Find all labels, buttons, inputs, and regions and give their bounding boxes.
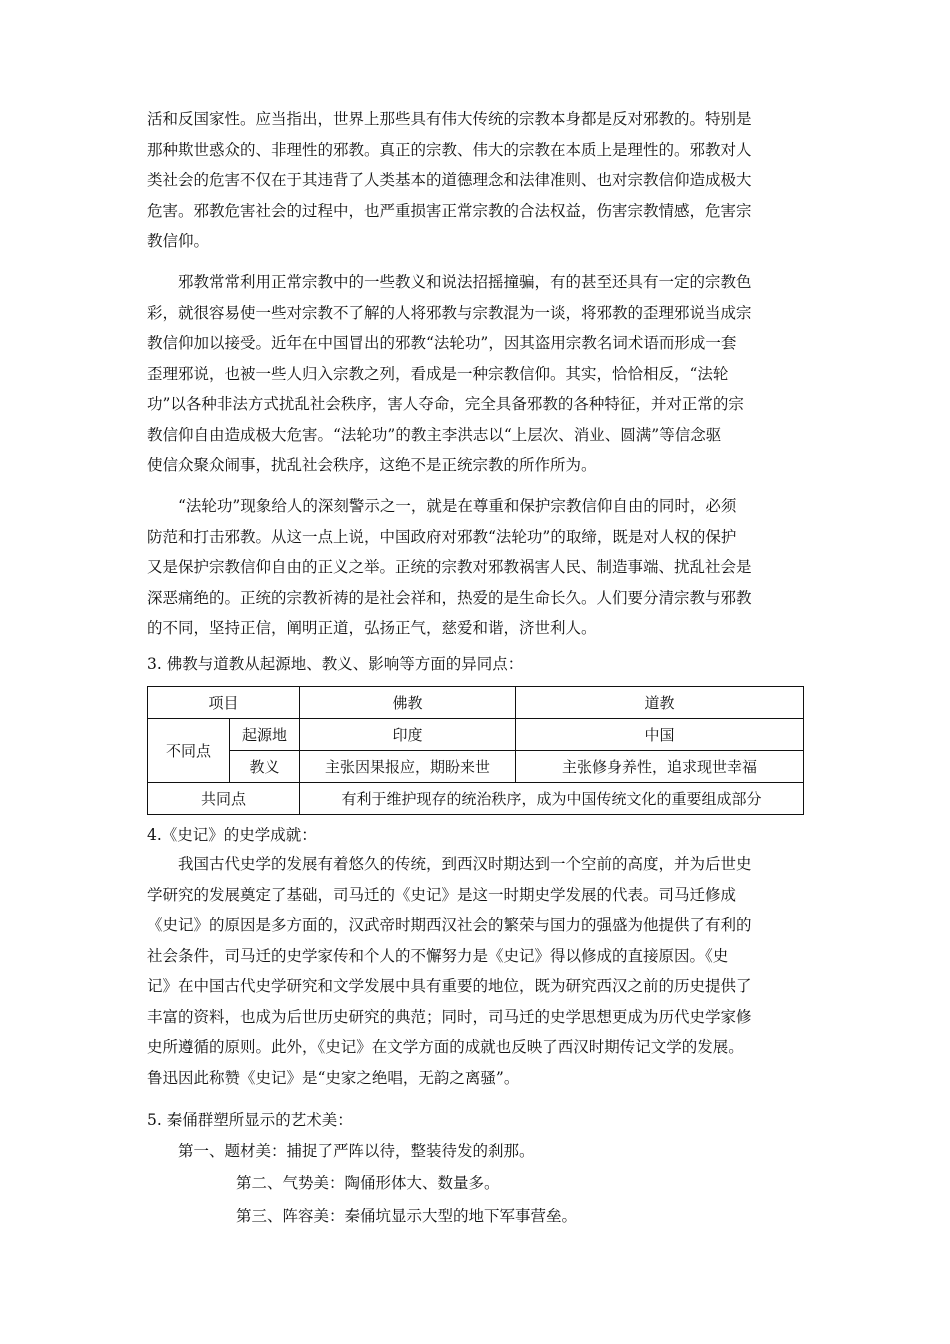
text-line: 鲁迅因此称赞《史记》是“史家之绝唱，无韵之离骚”。: [147, 1068, 520, 1087]
origin-taoism: 中国: [516, 719, 804, 751]
table-row: [148, 719, 804, 751]
text-line: 教信仰。: [147, 232, 210, 250]
paragraph-shiji: [147, 849, 803, 1093]
diff-label: 不同点: [148, 719, 230, 783]
text-line: 防范和打击邪教。从这一点上说，中国政府对邪教“法轮功”的取缔，既是对人权的保护: [147, 527, 737, 546]
paragraph-cult-disguise: [147, 267, 803, 481]
header-buddhism: 佛教: [300, 687, 516, 719]
text-line: 教信仰加以接受。近年在中国冒出的邪教“法轮功”，因其盗用宗教名词术语而形成一套: [147, 334, 737, 352]
paragraph-warning: [147, 491, 803, 644]
text-line: 学研究的发展奠定了基础，司马迁的《史记》是这一时期史学发展的代表。司马迁修成: [147, 885, 737, 904]
text-line: 使信众聚众闹事，扰乱社会秩序，这绝不是正统宗教的所作所为。: [147, 456, 597, 474]
list-item: 第一、题材美：捕捉了严阵以待，整装待发的刹那。: [178, 1142, 535, 1160]
text-line: 教信仰自由造成极大危害。“法轮功”的教主李洪志以“上层次、消业、圆满”等信念驱: [147, 425, 722, 444]
text-line: 活和反国家性。应当指出，世界上那些具有伟大传统的宗教本身都是反对邪教的。特别是: [147, 110, 752, 128]
table-row: [148, 783, 804, 815]
table-header-row: [148, 687, 804, 719]
doctrine-taoism: 主张修身养性，追求现世幸福: [516, 751, 804, 783]
text-line: 彩，就很容易使一些对宗教不了解的人将邪教与宗教混为一谈，将邪教的歪理邪说当成宗: [147, 303, 752, 322]
paragraph-cult-harm: [147, 104, 803, 257]
text-line: 丰富的资料，也成为后世历史研究的典范；同时，司马迁的史学思想更成为历代史学家修: [147, 1007, 752, 1026]
origin-label: 起源地: [230, 719, 300, 751]
header-item: 项目: [148, 687, 300, 719]
common-value: 有利于维护现存的统治秩序，成为中国传统文化的重要组成部分: [300, 783, 804, 815]
origin-buddhism: 印度: [300, 719, 516, 751]
common-label: 共同点: [148, 783, 300, 815]
text-line: 《史记》的原因是多方面的，汉武帝时期西汉社会的繁荣与国力的强盛为他提供了有利的: [147, 916, 752, 934]
text-line: 类社会的危害不仅在于其违背了人类基本的道德理念和法律准则、也对宗教信仰造成极大: [147, 171, 752, 189]
text-line: 社会条件，司马迁的史学家传和个人的不懈努力是《史记》得以修成的直接原因。《史: [147, 946, 729, 965]
text-line: 的不同，坚持正信，阐明正道，弘扬正气，慈爱和谐，济世利人。: [147, 619, 597, 637]
header-taoism: 道教: [516, 687, 804, 719]
comparison-table: [147, 686, 804, 815]
section-heading-4: 4.《史记》的史学成就：: [147, 826, 317, 844]
text-line: 记》在中国古代史学研究和文学发展中具有重要的地位，既为研究西汉之前的历史提供了: [147, 977, 752, 995]
text-line: 我国古代史学的发展有着悠久的传统，到西汉时期达到一个空前的高度，并为后世史: [178, 855, 752, 873]
text-line: 邪教常常利用正常宗教中的一些教义和说法招摇撞骗，有的甚至还具有一定的宗教色: [178, 273, 752, 291]
doctrine-buddhism: 主张因果报应，期盼来世: [300, 751, 516, 783]
list-item: 第二、气势美：陶俑形体大、数量多。: [236, 1174, 500, 1192]
text-line: 史所遵循的原则。此外，《史记》在文学方面的成就也反映了西汉时期传记文学的发展。: [147, 1038, 744, 1056]
text-line: 危害。邪教危害社会的过程中，也严重损害正常宗教的合法权益，伤害宗教情感，危害宗: [147, 201, 752, 220]
doctrine-label: 教义: [230, 751, 300, 783]
section-heading-3: 3. 佛教与道教从起源地、教义、影响等方面的异同点：: [147, 655, 524, 673]
table-row: [148, 751, 804, 783]
text-line: 深恶痛绝的。正统的宗教祈祷的是社会祥和，热爱的是生命长久。人们要分清宗教与邪教: [147, 588, 752, 607]
section-heading-5: 5. 秦俑群塑所显示的艺术美：: [147, 1111, 353, 1129]
text-line: 又是保护宗教信仰自由的正义之举。正统的宗教对邪教祸害人民、制造事端、扰乱社会是: [147, 558, 752, 576]
text-line: 歪理邪说，也被一些人归入宗教之列，看成是一种宗教信仰。其实，恰恰相反，“法轮: [147, 364, 729, 383]
list-item: 第三、阵容美：秦俑坑显示大型的地下军事营垒。: [236, 1207, 578, 1225]
text-line: 功”以各种非法方式扰乱社会秩序，害人夺命，完全具备邪教的各种特征，并对正常的宗: [147, 395, 744, 413]
text-line: 那种欺世惑众的、非理性的邪教。真正的宗教、伟大的宗教在本质上是理性的。邪教对人: [147, 140, 752, 159]
text-line: “法轮功”现象给人的深刻警示之一，就是在尊重和保护宗教信仰自由的同时，必须: [178, 497, 737, 515]
